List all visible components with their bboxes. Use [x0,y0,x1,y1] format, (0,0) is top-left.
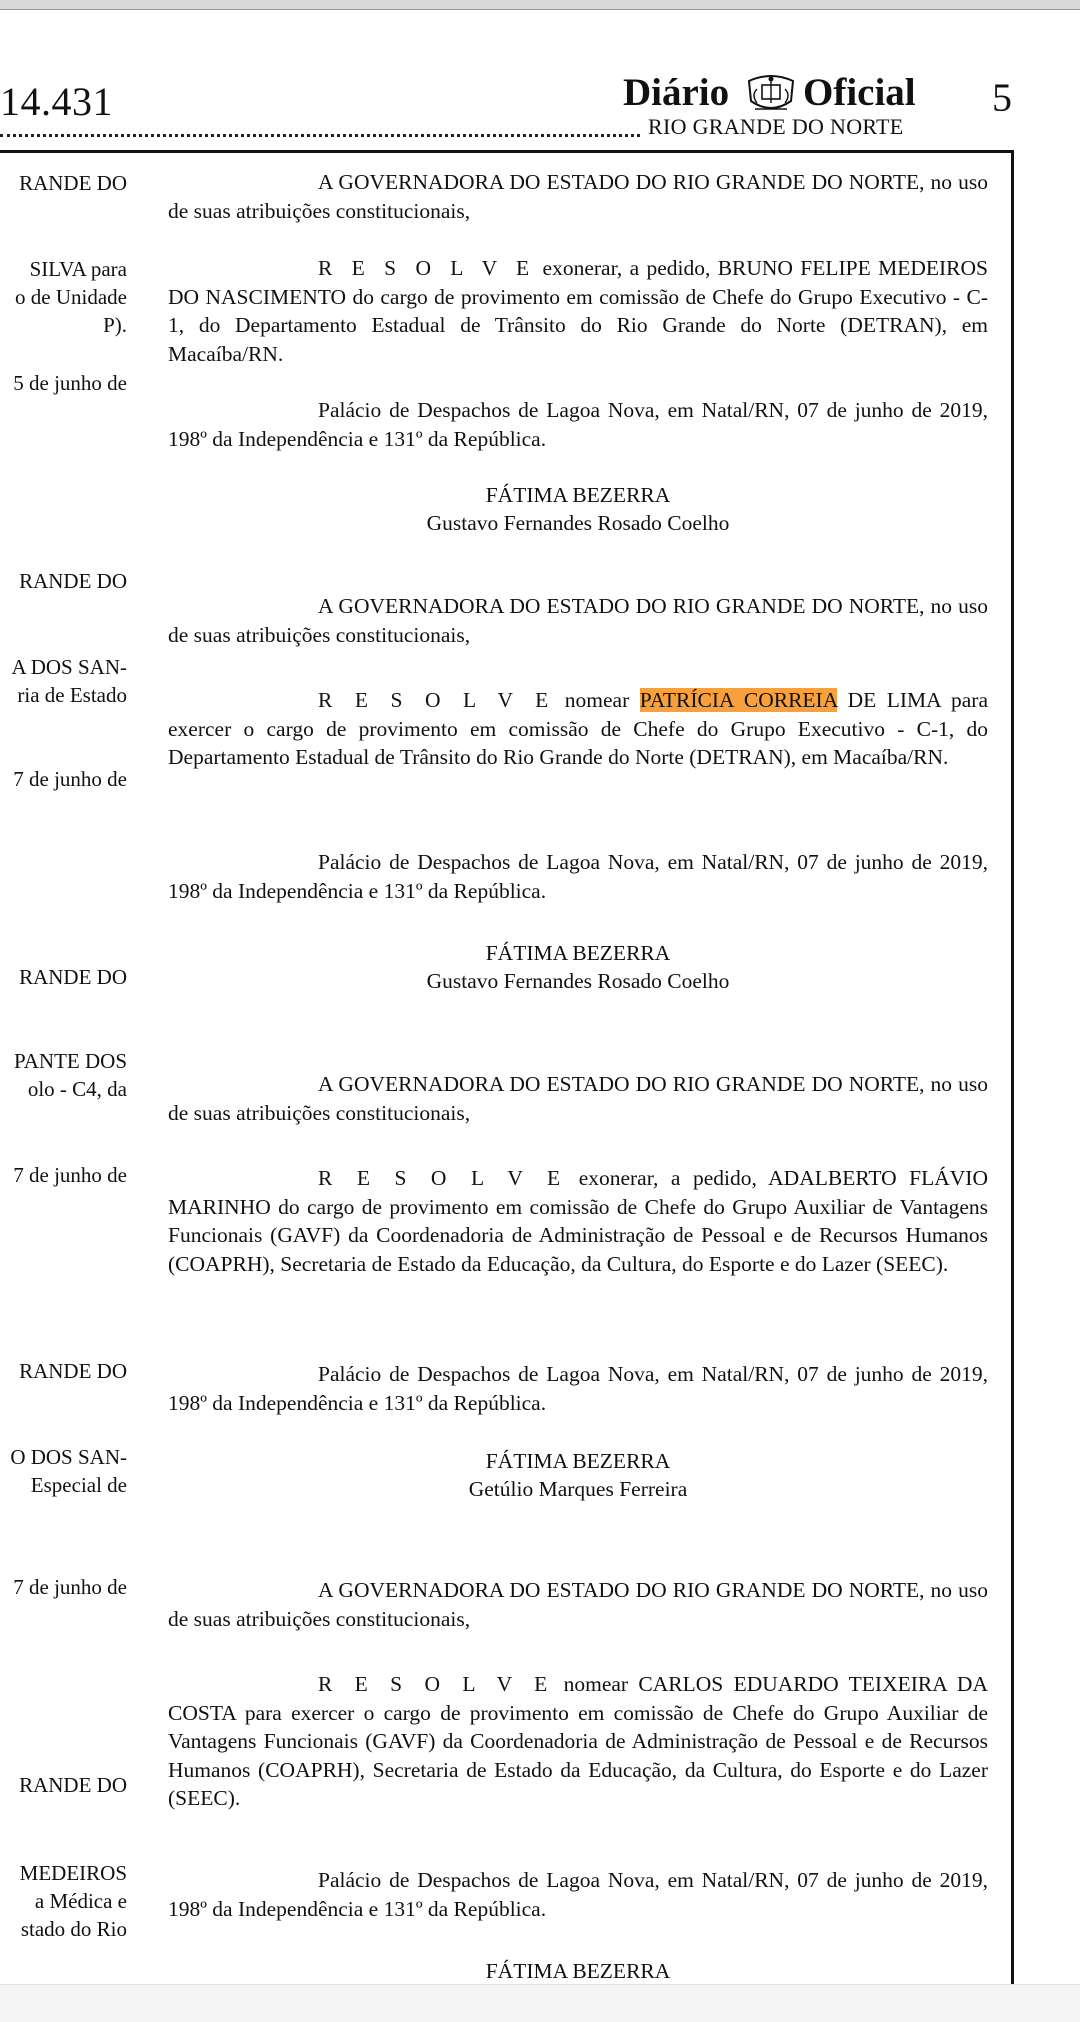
column-divider [1011,150,1014,1984]
fragment-line: SILVA para [29,257,127,281]
viewer-top-bar [0,0,1080,10]
resolve-word: R E S O L V E [318,1166,567,1190]
act-3-signer: FÁTIMA BEZERRA [485,1449,671,1473]
fragment-line: 7 de junho de [13,1163,127,1187]
act-4-resolve: R E S O L V E nomear CARLOS EDUARDO TEIXEIRA DA COSTA para exercer o cargo de provimento em comissão de Chefe do Grupo Auxiliar de Vantagens Funcionais (GAVF) da Coordenadoria de Administração de Pessoal e de Recursos Humanos (COAPRH), Secretaria de Estado da Educação, da Cultura, do Esporte e do Lazer (SEEC). [168,1672,988,1810]
left-column-fragments [0,0,127,2000]
fragment-line: P). [103,313,127,337]
fragment-line: ria de Estado [17,683,127,707]
act-3-cosigner: Getúlio Marques Ferreira [468,1477,688,1501]
masthead-subtitle: RIO GRANDE DO NORTE [648,114,904,139]
fragment-line: O DOS SAN- [10,1445,127,1469]
fragment-line: RANDE DO [19,1773,127,1797]
fragment-line: RANDE DO [19,171,127,195]
masthead [620,70,950,139]
fragment-line: A DOS SAN- [11,655,127,679]
act-1-resolve: R E S O L V E exonerar, a pedido, BRUNO FELIPE MEDEIROS DO NASCIMENTO do cargo de provimento em comissão de Chefe do Grupo Executivo - C-1, do Departamento Estadual de Trânsito do Rio Grande do Norte (DETRAN), em Macaíba/RN. [168,256,988,366]
resolve-word: R E S O L V E [318,256,536,280]
act-2-resolve: R E S O L V E nomear PATRÍCIA CORREIA DE LIMA para exercer o cargo de provimento em comissão de Chefe do Grupo Executivo - C-1, do Departamento Estadual de Trânsito do Rio Grande do Norte (DETRAN), em Macaíba/RN. [168,688,989,769]
edition-number: 14.431 [0,79,113,124]
act-2-signer: FÁTIMA BEZERRA [485,941,671,965]
fragment-line: RANDE DO [19,569,127,593]
highlighted-name: PATRÍCIA CORREIA [639,688,838,712]
act-4-signer: FÁTIMA BEZERRA [485,1959,671,1983]
fragment-line: olo - C4, da [27,1077,127,1101]
act-3-resolve: R E S O L V E exonerar, a pedido, ADALBERTO FLÁVIO MARINHO do cargo de provimento em comissão de Chefe do Grupo Auxiliar de Vantagens Funcionais (GAVF) da Coordenadoria de Administração de Pessoal e de Recursos Humanos (COAPRH), Secretaria de Estado da Educação, da Cultura, do Esporte e do Lazer (SEEC). [168,1166,988,1276]
act-1-signer: FÁTIMA BEZERRA [485,483,671,507]
act-3-preamble: A GOVERNADORA DO ESTADO DO RIO GRANDE DO NORTE, no uso de suas atribuições constitucionais, [168,1072,988,1125]
viewer-bottom-bar [0,1984,1080,2022]
masthead-title-part2: Oficial [803,71,916,114]
fragment-line: MEDEIROS [19,1861,127,1885]
frame-top-rule [0,150,1014,153]
act-1-palace: Palácio de Despachos de Lagoa Nova, em Natal/RN, 07 de junho de 2019, 198º da Independência e 131º da República. [168,398,988,451]
resolve-word: R E S O L V E [318,688,555,712]
fragment-line: RANDE DO [19,965,127,989]
fragment-line: PANTE DOS [14,1049,127,1073]
act-4-preamble: A GOVERNADORA DO ESTADO DO RIO GRANDE DO NORTE, no uso de suas atribuições constitucionais, [168,1578,988,1631]
fragment-line: 5 de junho de [13,371,127,395]
act-2-cosigner: Gustavo Fernandes Rosado Coelho [426,969,730,993]
state-crest-icon [745,71,797,115]
act-1-preamble: A GOVERNADORA DO ESTADO DO RIO GRANDE DO NORTE, no uso de suas atribuições constitucionais, [168,170,988,223]
masthead-title-part1: Diário [623,71,730,114]
act-2-preamble: A GOVERNADORA DO ESTADO DO RIO GRANDE DO NORTE, no uso de suas atribuições constitucionais, [168,594,988,647]
fragment-line: RANDE DO [19,1359,127,1383]
resolve-word: R E S O L V E [318,1672,554,1696]
act-3-palace: Palácio de Despachos de Lagoa Nova, em Natal/RN, 07 de junho de 2019, 198º da Independência e 131º da República. [168,1362,988,1415]
fragment-line: a Médica e [34,1889,127,1913]
fragment-line: 7 de junho de [13,1575,127,1599]
fragment-line: 7 de junho de [13,767,127,791]
page-number: 5 [992,75,1012,120]
act-1-cosigner: Gustavo Fernandes Rosado Coelho [426,511,730,535]
fragment-line: o de Unidade [15,285,127,309]
act-2-palace: Palácio de Despachos de Lagoa Nova, em Natal/RN, 07 de junho de 2019, 198º da Independência e 131º da República. [168,850,988,903]
act-4-palace: Palácio de Despachos de Lagoa Nova, em Natal/RN, 07 de junho de 2019, 198º da Independência e 131º da República. [168,1868,988,1921]
fragment-line: stado do Rio [20,1917,127,1941]
fragment-line: Especial de [30,1473,127,1497]
